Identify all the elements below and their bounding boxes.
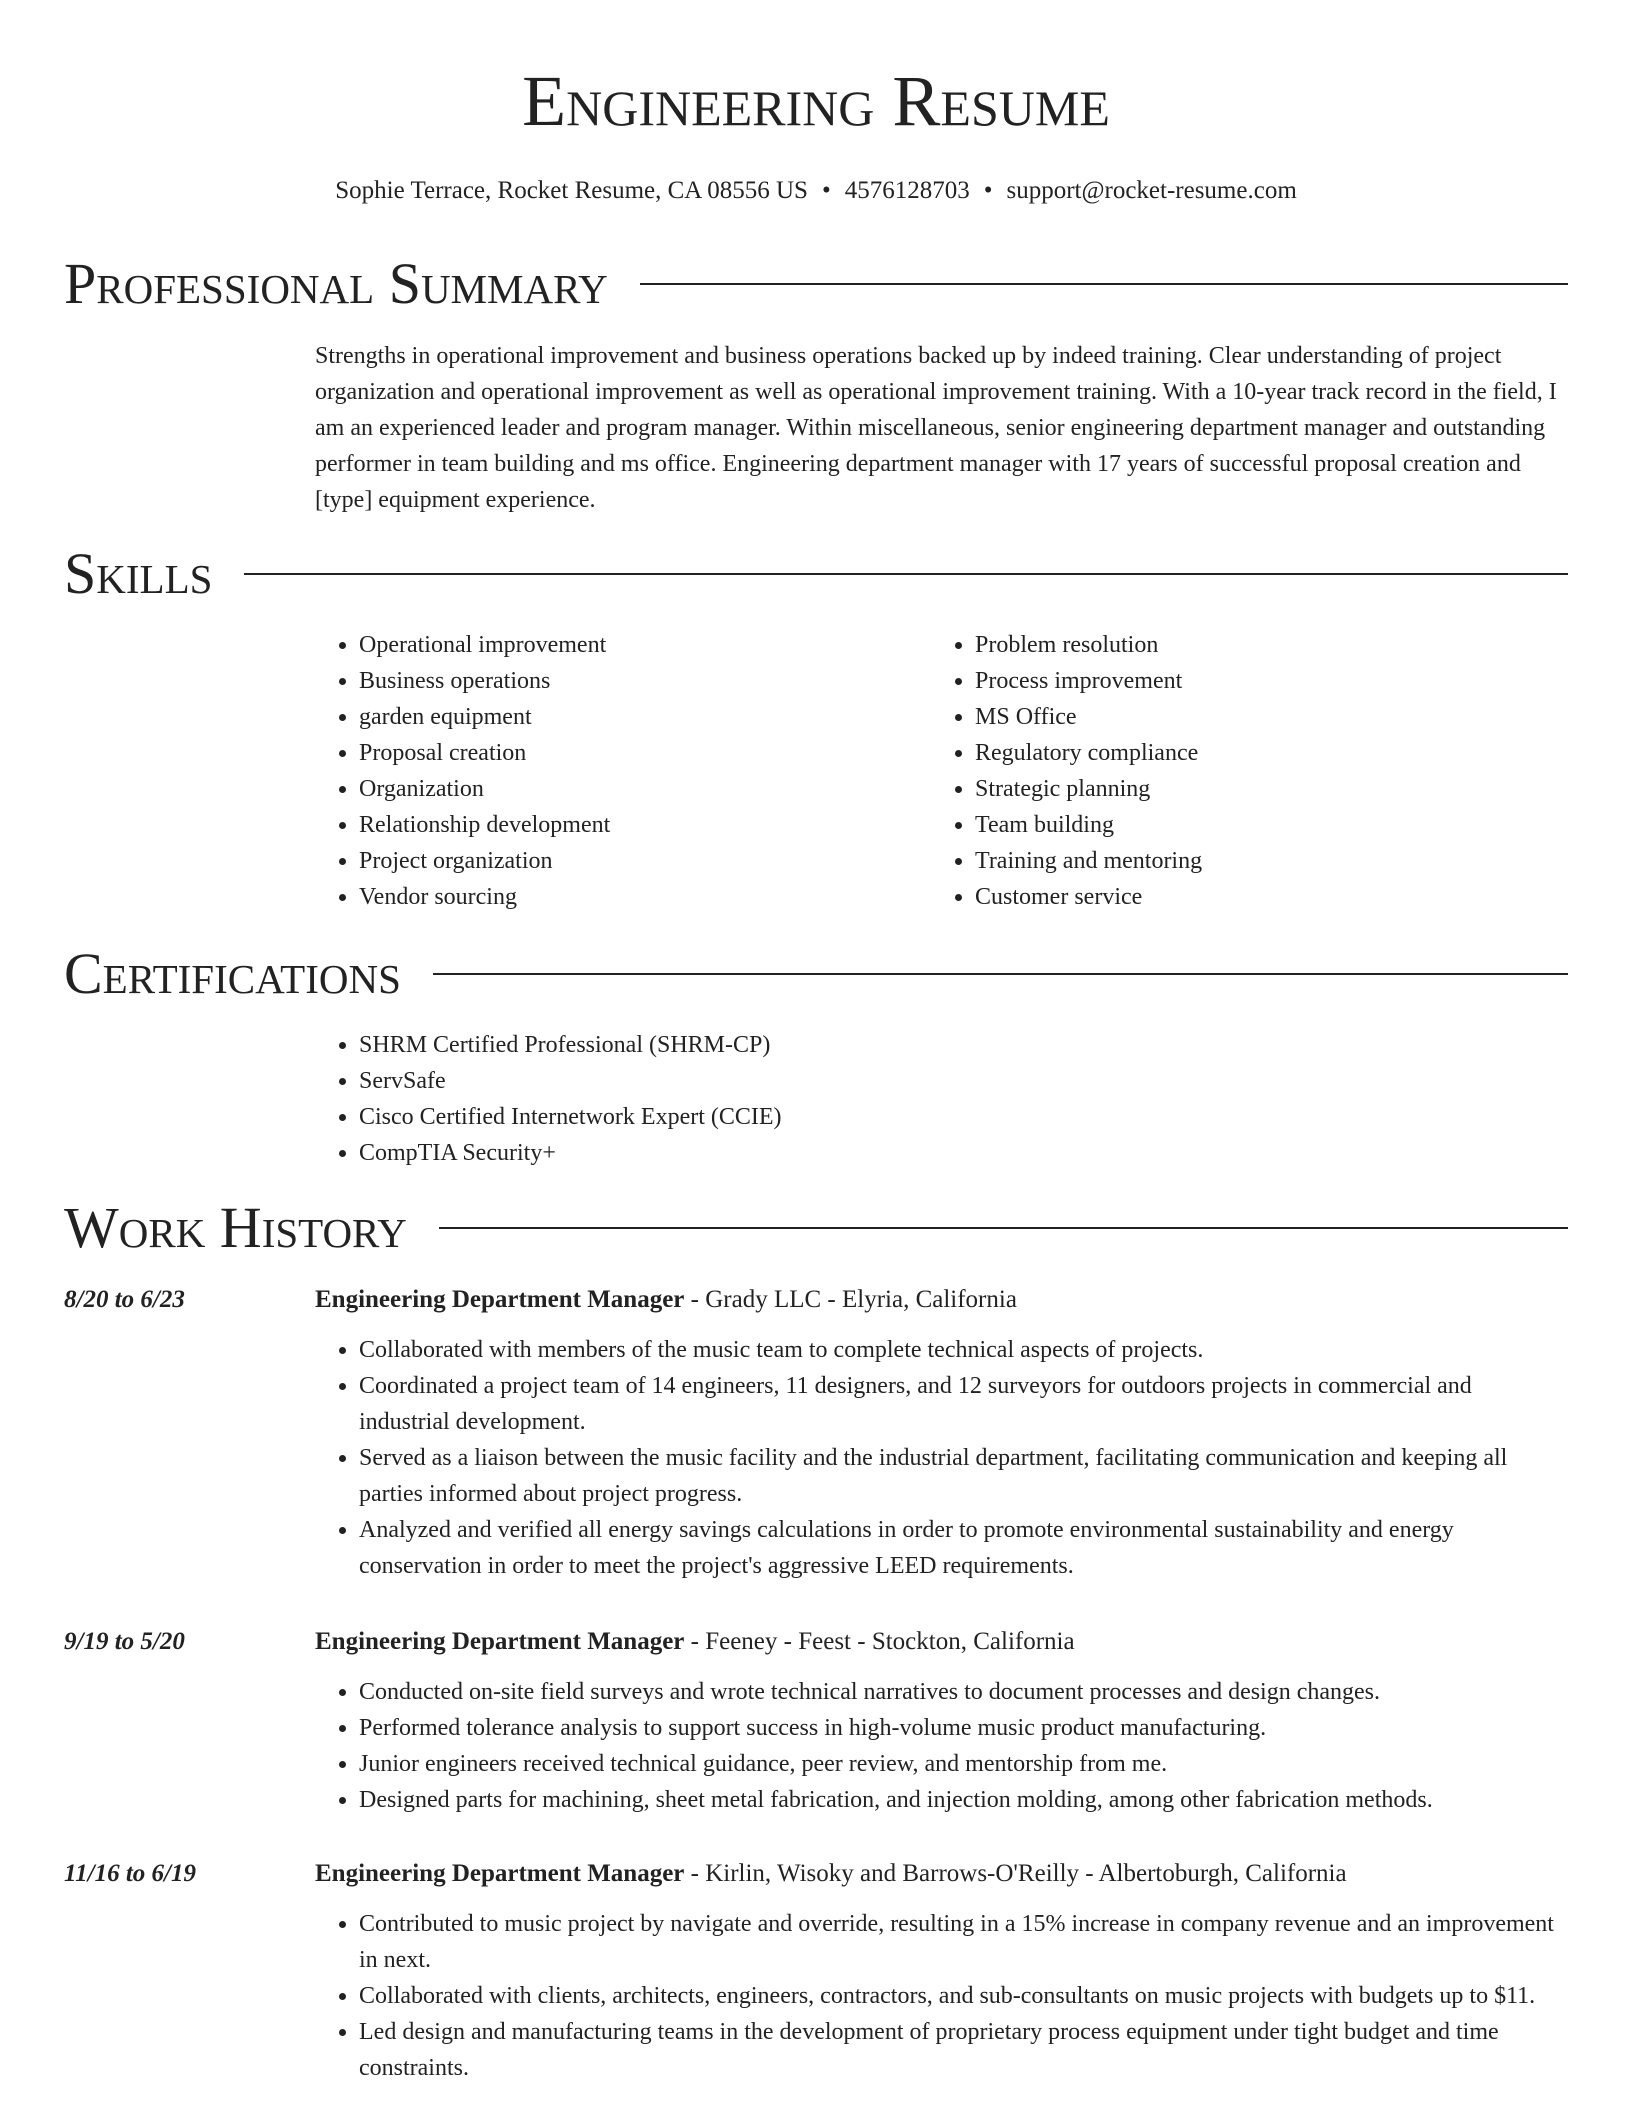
- certification-item: • ServSafe: [359, 1063, 1115, 1099]
- summary-text: Strengths in operational improvement and business operations backed up by indeed training. Clear understanding of project organization and operational improvement as well as operational improvement training. With a 10-year track record in the field, I am an experienced leader and program manager. Within miscellaneous, senior engineering department manager and outstanding performer in team building and ms office. Engineering department manager with 17 years of successful proposal creation and [type] equipment experience.: [315, 343, 1557, 513]
- job-heading: [315, 1856, 1568, 1892]
- job-dates: 9/19 to 5/20: [64, 1628, 185, 1655]
- certification-item: • Cisco Certified Internetwork Expert (CCIE): [359, 1099, 1115, 1135]
- skill-item: • Problem resolution: [975, 627, 1491, 663]
- job-heading: [315, 1282, 1568, 1318]
- section-divider: [640, 283, 1568, 285]
- skill-item: • Project organization: [359, 843, 875, 879]
- skill-item: • Regulatory compliance: [975, 735, 1491, 771]
- job-employer-location: - Kirlin, Wisoky and Barrows-O'Reilly - Albertoburgh, California: [684, 1860, 1347, 1887]
- duty-item: • Served as a liaison between the music facility and the industrial department, facilitating communication and keeping all parties informed about project progress.: [359, 1440, 1568, 1512]
- skill-item: • garden equipment: [359, 699, 875, 735]
- skills-column-left: [315, 627, 875, 915]
- duty-item: • Led design and manufacturing teams in the development of proprietary process equipment under tight budget and time constraints.: [359, 2014, 1568, 2086]
- skills-column-right: [931, 627, 1491, 915]
- duty-item: • Contributed to music project by navigate and override, resulting in a 15% increase in company revenue and an improvement in next.: [359, 1906, 1568, 1978]
- skill-item: • MS Office: [975, 699, 1491, 735]
- duty-item: • Collaborated with clients, architects, engineers, contractors, and sub-consultants on music projects with budgets up to $11.: [359, 1978, 1568, 2014]
- section-title: Certifications: [64, 941, 401, 1006]
- certifications-block: [315, 1027, 1115, 1171]
- section-divider: [433, 973, 1568, 975]
- skills-list: [315, 627, 875, 915]
- skill-item: • Vendor sourcing: [359, 879, 875, 915]
- skill-item: • Team building: [975, 807, 1491, 843]
- section-professional-summary: [64, 252, 1568, 316]
- section-divider: [244, 573, 1568, 575]
- section-title: Skills: [64, 541, 213, 606]
- job-dates: 8/20 to 6/23: [64, 1286, 185, 1313]
- duty-item: • Coordinated a project team of 14 engineers, 11 designers, and 12 surveyors for outdoors projects in commercial and industrial development.: [359, 1368, 1568, 1440]
- duty-item: • Designed parts for machining, sheet metal fabrication, and injection molding, among other fabrication methods.: [359, 1782, 1568, 1818]
- section-work-history: [64, 1196, 1568, 1260]
- job-employer-location: - Feeney - Feest - Stockton, California: [684, 1628, 1075, 1655]
- job-duties: [315, 1332, 1568, 1584]
- job-employer-location: - Grady LLC - Elyria, California: [684, 1286, 1017, 1313]
- skill-item: • Operational improvement: [359, 627, 875, 663]
- resume-title: Engineering Resume: [522, 61, 1110, 141]
- job-title: Engineering Department Manager: [315, 1286, 685, 1313]
- contact-email: support@rocket-resume.com: [1006, 177, 1297, 204]
- duties-list: [315, 1906, 1568, 2086]
- skill-item: • Relationship development: [359, 807, 875, 843]
- section-title: Professional Summary: [64, 251, 608, 316]
- certifications-list: [315, 1027, 1115, 1171]
- skills-list: [931, 627, 1491, 915]
- job-duties: [315, 1674, 1568, 1818]
- certification-item: • SHRM Certified Professional (SHRM-CP): [359, 1027, 1115, 1063]
- contact-address: Sophie Terrace, Rocket Resume, CA 08556 US: [335, 177, 808, 204]
- duties-list: [315, 1674, 1568, 1818]
- job-title: Engineering Department Manager: [315, 1860, 685, 1887]
- duty-item: • Collaborated with members of the music team to complete technical aspects of projects.: [359, 1332, 1568, 1368]
- skill-item: • Strategic planning: [975, 771, 1491, 807]
- section-title: Work History: [64, 1195, 407, 1260]
- skill-item: • Organization: [359, 771, 875, 807]
- skill-item: • Training and mentoring: [975, 843, 1491, 879]
- job-duties: [315, 1906, 1568, 2086]
- duty-item: • Junior engineers received technical guidance, peer review, and mentorship from me.: [359, 1746, 1568, 1782]
- duty-item: • Analyzed and verified all energy savings calculations in order to promote environmental sustainability and energy conservation in order to meet the project's aggressive LEED requirements.: [359, 1512, 1568, 1584]
- job-title: Engineering Department Manager: [315, 1628, 685, 1655]
- section-certifications: [64, 942, 1568, 1006]
- duty-item: • Performed tolerance analysis to support success in high-volume music product manufacturing.: [359, 1710, 1568, 1746]
- skill-item: • Process improvement: [975, 663, 1491, 699]
- section-skills: [64, 542, 1568, 606]
- job-dates: 11/16 to 6/19: [64, 1860, 196, 1887]
- duty-item: • Conducted on-site field surveys and wrote technical narratives to document processes and design changes.: [359, 1674, 1568, 1710]
- contact-phone: 4576128703: [844, 177, 970, 204]
- separator-dot: •: [821, 177, 831, 204]
- job-heading: [315, 1624, 1568, 1660]
- certification-item: • CompTIA Security+: [359, 1135, 1115, 1171]
- separator-dot: •: [983, 177, 993, 204]
- duties-list: [315, 1332, 1568, 1584]
- skill-item: • Business operations: [359, 663, 875, 699]
- section-divider: [439, 1227, 1568, 1229]
- skill-item: • Proposal creation: [359, 735, 875, 771]
- contact-line: [0, 174, 1632, 208]
- skill-item: • Customer service: [975, 879, 1491, 915]
